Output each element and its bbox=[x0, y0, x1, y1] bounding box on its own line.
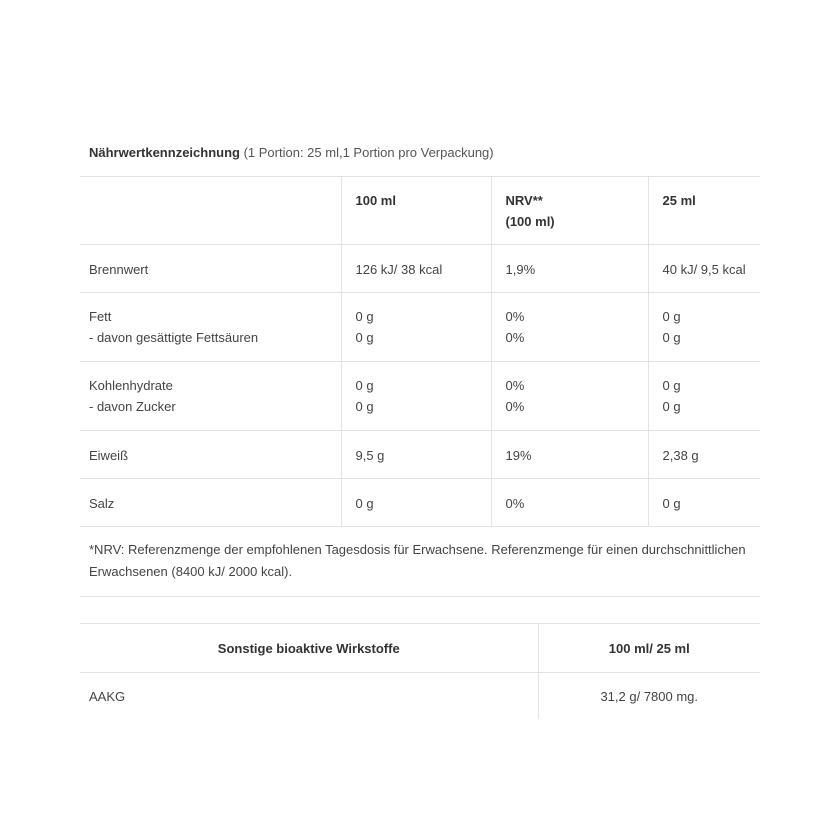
value-per-100ml: 0 g bbox=[355, 496, 374, 511]
header-nrv-line2: (100 ml) bbox=[505, 214, 555, 229]
table-row bbox=[80, 673, 760, 720]
nutrient-name: - davon gesättigte Fettsäuren bbox=[89, 330, 259, 345]
value-per-25ml: 0 g bbox=[662, 496, 681, 511]
value-per-100ml: 0 g bbox=[355, 378, 374, 393]
value-per-25ml-cell bbox=[648, 479, 760, 527]
value-per-100ml-cell bbox=[341, 245, 491, 293]
header-nrv bbox=[491, 177, 648, 245]
table-row bbox=[80, 479, 760, 527]
table-row bbox=[80, 245, 760, 293]
value-per-100ml-cell bbox=[341, 362, 491, 431]
nutrient-name-cell bbox=[80, 431, 341, 479]
value-nrv-cell bbox=[491, 362, 648, 431]
nutrient-name-cell bbox=[80, 362, 341, 431]
table-row bbox=[80, 431, 760, 479]
nutrient-name: Fett bbox=[89, 309, 112, 324]
value-nrv-cell bbox=[491, 245, 648, 293]
nutrition-heading bbox=[89, 142, 760, 164]
footnote: *NRV: Referenzmenge der empfohlenen Tagesdosis für Erwachsene. Referenzmenge für einen durchschnittlichen Erwachsenen (8400 kJ/ 2000 kcal). bbox=[80, 527, 760, 597]
value-per-25ml-cell bbox=[648, 431, 760, 479]
value-nrv: 0% bbox=[505, 330, 525, 345]
nutrient-name: Kohlenhydrate bbox=[89, 378, 173, 393]
header-per-25ml bbox=[648, 177, 760, 245]
value-per-100ml: 0 g bbox=[355, 309, 374, 324]
value-per-25ml: 0 g bbox=[662, 378, 681, 393]
header-per-100ml-label: 100 ml bbox=[355, 193, 396, 208]
bioactive-table bbox=[80, 623, 760, 719]
value-per-25ml-cell bbox=[648, 293, 760, 362]
value-nrv-cell bbox=[491, 431, 648, 479]
value-per-100ml-cell bbox=[341, 431, 491, 479]
nutrient-name: Brennwert bbox=[89, 262, 149, 277]
nutrient-name: Eiweiß bbox=[89, 448, 129, 463]
table-row bbox=[80, 362, 760, 431]
value-per-25ml: 40 kJ/ 9,5 kcal bbox=[662, 262, 746, 277]
value-nrv: 0% bbox=[505, 399, 525, 414]
value-per-25ml: 0 g bbox=[662, 309, 681, 324]
value-per-100ml-cell bbox=[341, 479, 491, 527]
value-per-25ml: 0 g bbox=[662, 399, 681, 414]
nutrient-name: Salz bbox=[89, 496, 115, 511]
value-nrv-cell bbox=[491, 293, 648, 362]
value-per-100ml: 126 kJ/ 38 kcal bbox=[355, 262, 443, 277]
bioactive-name: AAKG bbox=[80, 673, 538, 720]
nutrient-name-cell bbox=[80, 479, 341, 527]
bioactive-header-value: 100 ml/ 25 ml bbox=[538, 624, 760, 673]
nutrient-name-cell bbox=[80, 293, 341, 362]
header-nrv-line1: NRV** bbox=[505, 193, 543, 208]
nutrient-name: - davon Zucker bbox=[89, 399, 176, 414]
header-per-100ml bbox=[341, 177, 491, 245]
value-per-100ml: 9,5 g bbox=[355, 448, 385, 463]
value-per-25ml: 2,38 g bbox=[662, 448, 699, 463]
nutrition-table-header-row bbox=[80, 177, 760, 245]
nutrient-name-cell bbox=[80, 245, 341, 293]
header-empty-cell bbox=[80, 177, 341, 245]
nutrition-title: Nährwertkennzeichnung bbox=[89, 145, 240, 160]
value-per-25ml-cell bbox=[648, 245, 760, 293]
bioactive-header-row bbox=[80, 624, 760, 673]
value-nrv: 1,9% bbox=[505, 262, 536, 277]
footnote-row bbox=[80, 527, 760, 597]
bioactive-header-name: Sonstige bioaktive Wirkstoffe bbox=[80, 624, 538, 673]
value-nrv: 19% bbox=[505, 448, 532, 463]
header-per-25ml-label: 25 ml bbox=[662, 193, 696, 208]
value-per-100ml-cell bbox=[341, 293, 491, 362]
value-nrv: 0% bbox=[505, 496, 525, 511]
bioactive-value: 31,2 g/ 7800 mg. bbox=[538, 673, 760, 720]
nutrition-panel bbox=[80, 142, 760, 719]
nutrition-subtitle: (1 Portion: 25 ml,1 Portion pro Verpackung) bbox=[243, 145, 494, 160]
value-per-25ml-cell bbox=[648, 362, 760, 431]
value-per-100ml: 0 g bbox=[355, 399, 374, 414]
value-per-25ml: 0 g bbox=[662, 330, 681, 345]
value-per-100ml: 0 g bbox=[355, 330, 374, 345]
table-row bbox=[80, 293, 760, 362]
value-nrv: 0% bbox=[505, 378, 525, 393]
nutrition-table bbox=[80, 176, 760, 597]
value-nrv-cell bbox=[491, 479, 648, 527]
value-nrv: 0% bbox=[505, 309, 525, 324]
